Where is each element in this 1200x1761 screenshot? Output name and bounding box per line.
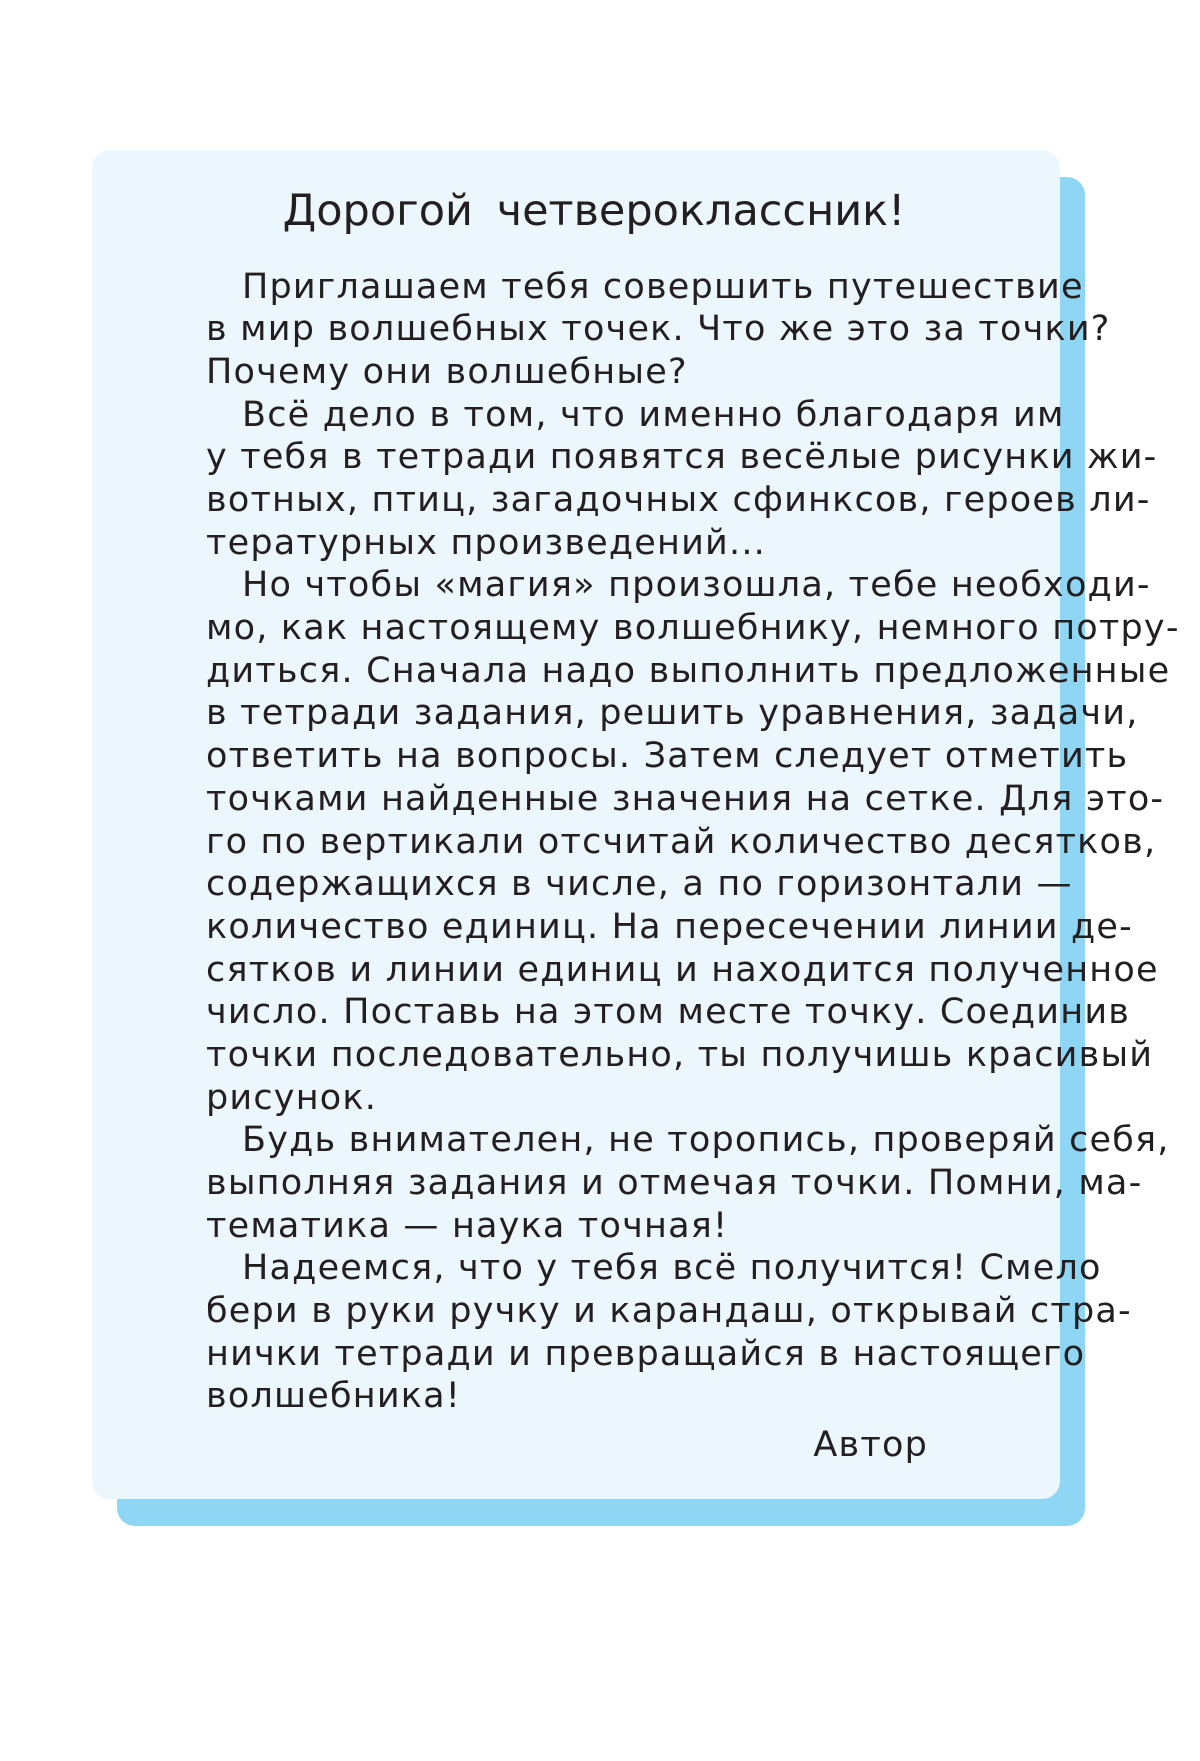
paragraph-3-line-10: сятков и линии единиц и находится полученное [206,949,1159,990]
paragraph-3-line-3: диться. Сначала надо выполнить предложенные [206,650,1171,691]
paragraph-1-line-1: Приглашаем тебя совершить путешествие [242,266,1084,307]
paragraph-3-line-7: го по вертикали отсчитай количество десятков, [206,821,1157,862]
letter-body [206,266,1180,1419]
paragraph-5-line-4: волшебника! [206,1376,462,1417]
paragraph-4-line-2: выполняя задания и отмечая точки. Помни, ма- [206,1163,1143,1204]
paragraph-1-line-3: Почему они волшебные? [206,351,688,392]
paragraph-2-line-4: тературных произведений... [206,522,766,563]
paragraph-3-line-2: мо, как настоящему волшебнику, немного потру- [206,608,1180,649]
paragraph-3-line-5: ответить на вопросы. Затем следует отметить [206,736,1129,777]
paragraph-3-line-4: в тетради задания, решить уравнения, задачи, [206,693,1139,734]
paragraph-2-line-3: вотных, птиц, загадочных сфинксов, героев ли- [206,480,1151,521]
paragraph-4-line-1: Будь внимателен, не торопись, проверяй себя, [242,1120,1170,1161]
signature: Автор [813,1425,928,1466]
paragraph-2-line-2: у тебя в тетради появятся весёлые рисунки жи- [206,437,1158,478]
paragraph-3-line-9: количество единиц. На пересечении линии де- [206,906,1133,947]
paragraph-3-line-8: содержащихся в числе, а по горизонтали — [206,864,1073,905]
paragraph-2-line-1: Всё дело в том, что именно благодаря им [242,394,1065,435]
paragraph-3-line-13: рисунок. [206,1077,378,1118]
paragraph-5-line-1: Надеемся, что у тебя всё получится! Смело [242,1248,1102,1289]
paragraph-3-line-6: точками найденные значения на сетке. Для это- [206,778,1165,819]
paragraph-5-line-3: нички тетради и превращайся в настоящего [206,1333,1086,1374]
paragraph-3-line-11: число. Поставь на этом месте точку. Соединив [206,992,1131,1033]
letter-card [92,150,1180,1499]
paragraph-5-line-2: бери в руки ручку и карандаш, открывай стра- [206,1291,1132,1332]
paragraph-3-line-12: точки последовательно, ты получишь красивый [206,1034,1154,1075]
paragraph-4-line-3: тематика — наука точная! [206,1205,729,1246]
paragraph-1-line-2: в мир волшебных точек. Что же это за точки? [206,309,1111,350]
paragraph-3-line-1: Но чтобы «магия» произошла, тебе необходи- [242,565,1151,606]
letter-title: Дорогой четвероклассник! [282,186,906,236]
